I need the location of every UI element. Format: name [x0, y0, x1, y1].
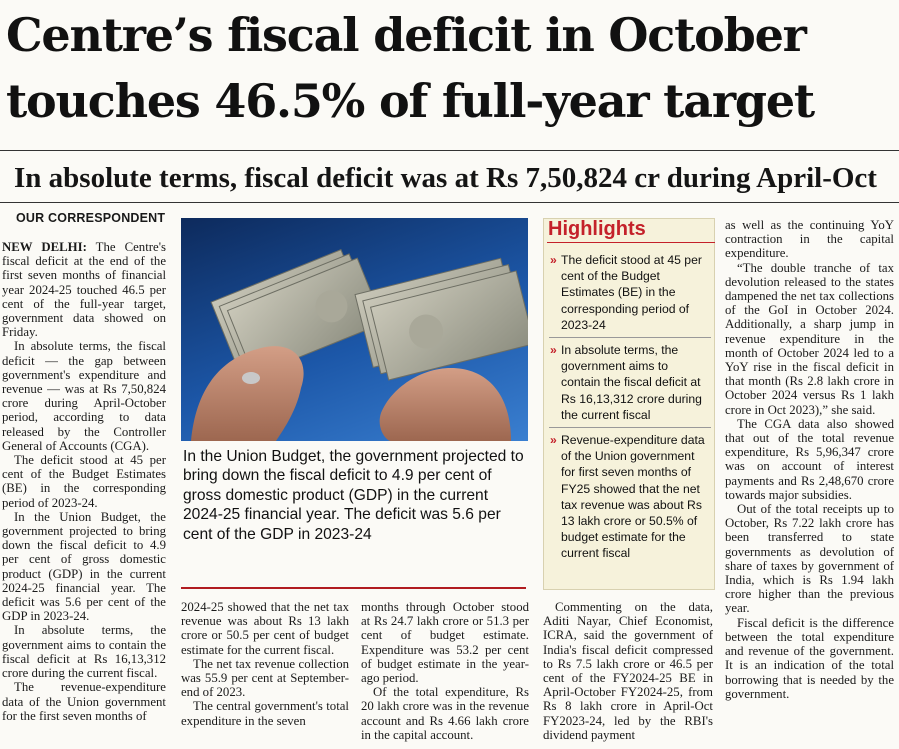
bullet-icon: »: [550, 253, 557, 267]
highlight-item: » Revenue-expenditure data of the Union government for first seven months of FY25 showed that the net tax revenue was about Rs 13 lakh crore or 50.5% of budget estimate for the current fiscal: [550, 433, 705, 561]
column-5: [725, 218, 894, 701]
highlights-divider: [549, 427, 711, 428]
column-3: [361, 600, 529, 742]
cash-in-hands-image: [181, 218, 528, 441]
paragraph: NEW DELHI: The Centre's fiscal deficit at the end of the first seven months of financial year 2024-25 touched 46.5 per cent of the full-year target, government data showed on Friday.: [2, 240, 166, 340]
highlights-divider: [549, 337, 711, 338]
paragraph: “The double tranche of tax devolution released to the states dampened the net tax collections of the GoI in October 2024. Additionally, a sharp jump in revenue expenditure in the month of October 2024 led to a YoY rise in the fiscal deficit in that month (Rs 2.8 lakh crore in October 2024 versus Rs 1 lakh crore in Oct 2023),” she said.: [725, 260, 894, 417]
paragraph: In absolute terms, the government aims to contain the fiscal deficit at Rs 16,13,312 crore during the current fiscal.: [2, 623, 166, 681]
byline: OUR CORRESPONDENT: [16, 211, 166, 225]
highlights-title: Highlights: [548, 218, 646, 240]
dateline: NEW DELHI:: [2, 240, 87, 254]
paragraph: Fiscal deficit is the difference between the total expenditure and revenue of the government. It is an indication of the total borrowing that is needed by the government.: [725, 615, 894, 701]
paragraph: The revenue-expenditure data of the Union government for the first seven months of: [2, 680, 166, 723]
paragraph: Out of the total receipts up to October, Rs 7.22 lakh crore has been transferred to state governments as devolution of share of taxes by government of India, which is Rs 1.94 lakh crore higher than the previous year.: [725, 502, 894, 616]
paragraph: In absolute terms, the fiscal deficit — the gap between government's expenditure and revenue — was at Rs 7,50,824 crore during April-October period, according to data released by the Controller General of Accounts (CGA).: [2, 339, 166, 453]
bullet-icon: »: [550, 433, 557, 447]
pull-quote-rule: [181, 587, 526, 589]
paragraph: Of the total expenditure, Rs 20 lakh crore was in the revenue account and Rs 4.66 lakh crore in the capital account.: [361, 685, 529, 742]
paragraph: The CGA data also showed that out of the total revenue expenditure, Rs 5,96,347 crore was on account of interest payments and Rs 2,48,670 crore towards major subsidies.: [725, 416, 894, 502]
headline-line-1: Centre’s fiscal deficit in October: [6, 8, 806, 62]
highlights-rule: [547, 242, 715, 243]
bullet-icon: »: [550, 343, 557, 357]
paragraph: The net tax revenue collection was 55.9 per cent at September-end of 2023.: [181, 656, 349, 700]
column-2: [181, 600, 349, 728]
paragraph: In the Union Budget, the government projected to bring down the fiscal deficit to 4.9 per cent of gross domestic product (GDP) in the current 2024-25 financial year. The deficit was 5.6 per cent of the GDP in 2023-24.: [2, 509, 166, 624]
paragraph: months through October stood at Rs 24.7 lakh crore or 51.3 per cent of budget estimate. Expenditure was 53.2 per cent of budget estimate in the year-ago period.: [361, 600, 529, 686]
headline: [6, 2, 896, 134]
column-4: [543, 600, 713, 742]
headline-line-2: touches 46.5% of full-year target: [6, 74, 814, 128]
highlight-item: » The deficit stood at 45 per cent of the Budget Estimates (BE) in the corresponding period of 2023-24: [550, 253, 702, 332]
deck: In absolute terms, fiscal deficit was at Rs 7,50,824 cr during April-Oct: [14, 162, 877, 194]
pull-quote: In the Union Budget, the government projected to bring down the fiscal deficit to 4.9 per cent of gross domestic product (GDP) in the current 2024-25 financial year. The deficit was 5.6 per cent of the GDP in 2023-24: [183, 448, 524, 543]
highlight-item: » In absolute terms, the government aims to contain the fiscal deficit at Rs 16,13,312 crore during the current fiscal: [550, 343, 702, 422]
headline-rule: [0, 150, 899, 151]
paragraph: 2024-25 showed that the net tax revenue was about Rs 13 lakh crore or 50.5 per cent of budget estimate for the current fiscal.: [181, 600, 349, 657]
deck-rule: [0, 202, 899, 203]
column-1: [2, 240, 166, 723]
paragraph: Commenting on the data, Aditi Nayar, Chief Economist, ICRA, said the government of India's fiscal deficit compressed to Rs 7.5 lakh crore or 46.5 per cent of the FY2024-25 BE in April-October FY2024-25, from Rs 8 lakh crore in April-Oct FY2023-24, led by the RBI's dividend payment: [543, 600, 713, 742]
article-photo: [181, 218, 528, 441]
paragraph: as well as the continuing YoY contraction in the capital expenditure.: [725, 218, 894, 261]
paragraph: The central government's total expenditure in the seven: [181, 699, 349, 728]
paragraph: The deficit stood at 45 per cent of the Budget Estimates (BE) in the corresponding period of 2023-24.: [2, 453, 166, 510]
